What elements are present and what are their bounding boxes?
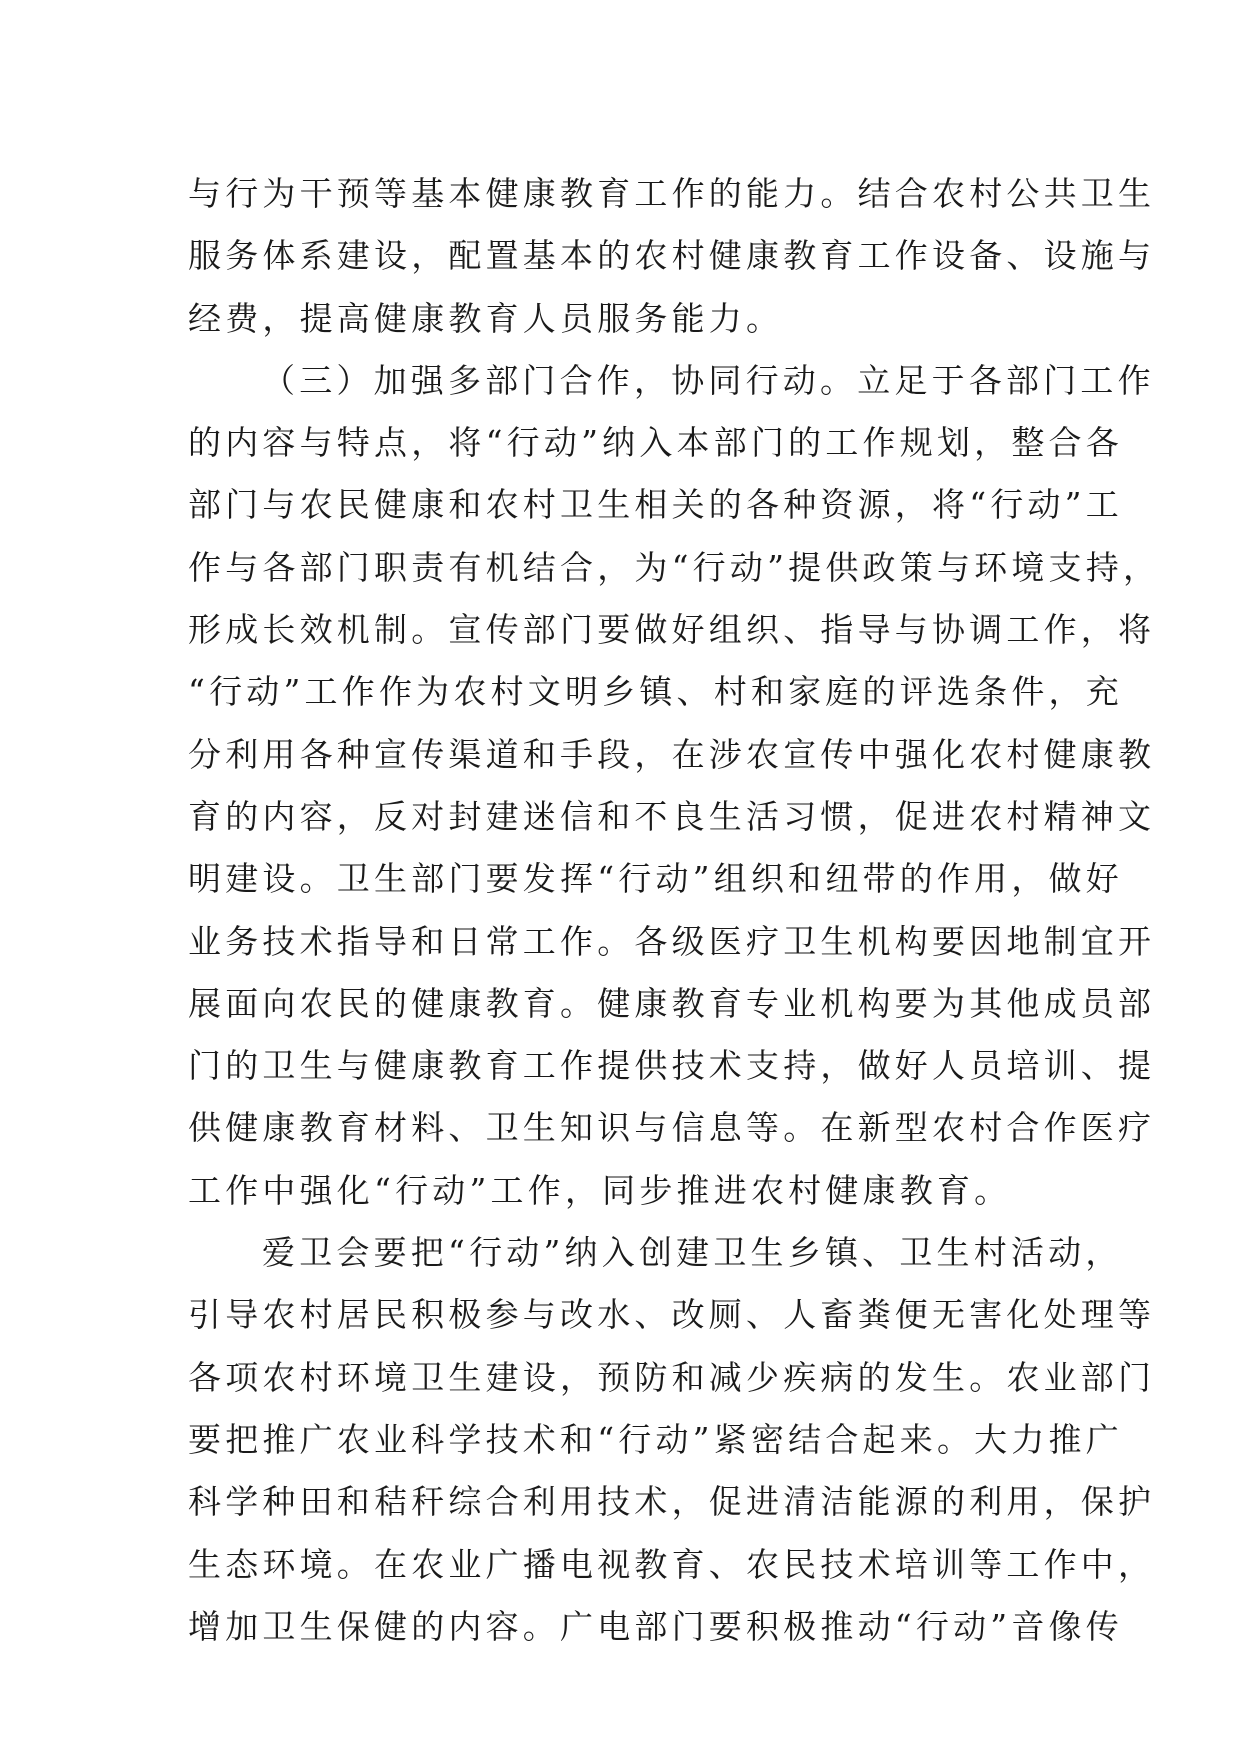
text-line: 各项农村环境卫生建设，预防和减少疾病的发生。农业部门 [188,1357,1156,1397]
text-line: 展面向农民的健康教育。健康教育专业机构要为其他成员部 [188,983,1156,1023]
text-line: 科学种田和秸秆综合利用技术，促进清洁能源的利用，保护 [188,1482,1156,1522]
text-line: 与行为干预等基本健康教育工作的能力。结合农村公共卫生 [188,174,1156,213]
text-line: “行动”工作作为农村文明乡镇、村和家庭的评选条件，充 [188,672,1123,712]
paragraph-start-line: 爱卫会要把“行动”纳入创建卫生乡镇、卫生村活动， [262,1233,1123,1273]
text-line: 形成长效机制。宣传部门要做好组织、指导与协调工作，将 [188,610,1156,650]
text-line: 部门与农民健康和农村卫生相关的各种资源，将“行动”工 [188,485,1123,525]
text-line: 明建设。卫生部门要发挥“行动”组织和纽带的作用，做好 [188,859,1123,899]
text-line: 育的内容，反对封建迷信和不良生活习惯，促进农村精神文 [188,796,1156,836]
text-line: 的内容与特点，将“行动”纳入本部门的工作规划，整合各 [188,423,1123,463]
text-line: 分利用各种宣传渠道和手段，在涉农宣传中强化农村健康教 [188,734,1156,774]
text-line: 生态环境。在农业广播电视教育、农民技术培训等工作中， [188,1544,1156,1584]
text-line: 门的卫生与健康教育工作提供技术支持，做好人员培训、提 [188,1046,1156,1086]
text-line: 供健康教育材料、卫生知识与信息等。在新型农村合作医疗 [188,1108,1156,1148]
text-line: 服务体系建设，配置基本的农村健康教育工作设备、设施与 [188,236,1156,276]
body-text [188,163,1161,1658]
text-line: 经费，提高健康教育人员服务能力。 [188,298,784,338]
text-line: 作与各部门职责有机结合，为“行动”提供政策与环境支持， [188,547,1161,587]
text-line: 增加卫生保健的内容。广电部门要积极推动“行动”音像传 [188,1606,1123,1646]
text-line: 业务技术指导和日常工作。各级医疗卫生机构要因地制宜开 [188,921,1156,961]
section-heading-line: （三）加强多部门合作，协同行动。立足于各部门工作 [262,360,1155,400]
text-line: 引导农村居民积极参与改水、改厕、人畜粪便无害化处理等 [188,1295,1156,1335]
text-line: 要把推广农业科学技术和“行动”紧密结合起来。大力推广 [188,1419,1123,1459]
text-line: 工作中强化“行动”工作，同步推进农村健康教育。 [188,1170,1012,1210]
